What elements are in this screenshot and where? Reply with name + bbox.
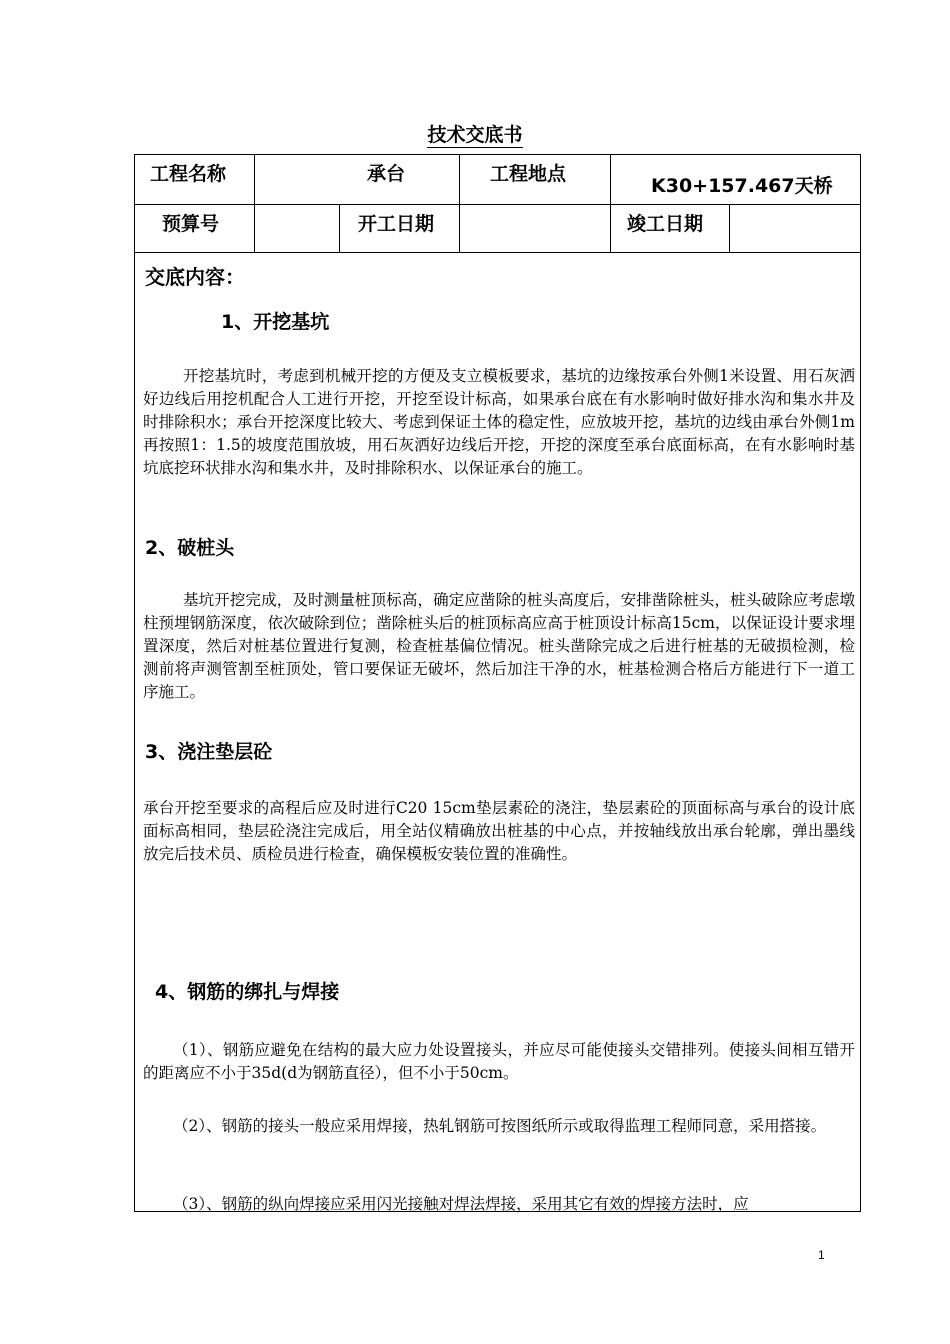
page-number: 1: [818, 1248, 825, 1262]
section-1-paragraph: 开挖基坑时，考虑到机械开挖的方便及支立模板要求，基坑的边缘按承台外侧1米设置、用石灰洒好边线后用挖机配合人工进行开挖，开挖至设计标高，如果承台底在有水影响时做好排水沟和集水井及时排除积水；承台开挖深度比较大、考虑到保证土体的稳定性，应放坡开挖，基坑的边线由承台外侧1m再按照1：1.5的坡度范围放坡，用石灰洒好边线后开挖，开挖的深度至承台底面标高，在有水影响时基坑底挖环状排水沟和集水井，及时排除积水、以保证承台的施工。: [143, 367, 855, 477]
header-row-2: [135, 205, 860, 253]
completion-date-label-cell: [611, 205, 729, 252]
section-heading-2: 2、破桩头: [145, 537, 235, 559]
start-date-label-cell: [340, 205, 460, 252]
section-2-paragraph: 基坑开挖完成，及时测量桩顶标高，确定应凿除的桩头高度后，安排凿除桩头，桩头破除应考虑墩柱预埋钢筋深度，依次破除到位；凿除桩头后的桩顶标高应高于桩顶设计标高15cm，以保证设计要求埋置深度，然后对桩基位置进行复测，检查桩基偏位情况。桩头凿除完成之后进行桩基的无破损检测，检测前将声测管割至桩顶处，管口要保证无破坏，然后加注干净的水，桩基检测合格后方能进行下一道工序施工。: [143, 591, 855, 701]
document-title: 技术交底书: [427, 124, 523, 146]
disclosure-form: [134, 154, 861, 1212]
completion-date-label: 竣工日期: [627, 213, 704, 235]
completion-date-value-cell: [730, 205, 861, 252]
section-4-paragraph-2: （2）、钢筋的接头一般应采用焊接，热轧钢筋可按图纸所示或取得监理工程师同意，采用搭接。: [173, 1117, 827, 1135]
section-4-paragraph-1: （1）、钢筋应避免在结构的最大应力处设置接头，并应尽可能使接头交错排列。使接头间相互错开的距离应不小于35d(d为钢筋直径），但不小于50cm。: [143, 1041, 855, 1082]
section-heading-3: 3、浇注垫层砼: [145, 741, 273, 763]
project-location-value: K30+157.467天桥: [651, 175, 833, 197]
content-label: 交底内容：: [145, 265, 245, 289]
project-name-value: 承台: [367, 163, 406, 185]
section-4-paragraph-3: （3）、钢筋的纵向焊接应采用闪光接触对焊法焊接，采用其它有效的焊接方法时，应: [173, 1195, 749, 1213]
project-name-label: 工程名称: [150, 163, 227, 185]
header-row-1: [135, 155, 860, 205]
start-date-label: 开工日期: [358, 213, 435, 235]
section-heading-1: 1、开挖基坑: [221, 311, 330, 333]
budget-no-label: 预算号: [162, 213, 220, 235]
project-location-label: 工程地点: [490, 163, 567, 185]
project-name-label-cell: [135, 155, 254, 204]
project-location-label-cell: [460, 155, 610, 204]
project-name-value-cell: [255, 155, 459, 204]
budget-no-label-cell: [135, 205, 254, 252]
content-cell: [135, 253, 860, 1213]
section-3-paragraph: 承台开挖至要求的高程后应及时进行C20 15cm垫层素砼的浇注，垫层素砼的顶面标高与承台的设计底面标高相同，垫层砼浇注完成后，用全站仪精确放出桩基的中心点，并按轴线放出承台轮廓，弹出墨线放完后技术员、质检员进行检查，确保模板安装位置的准确性。: [143, 799, 855, 863]
start-date-value-cell: [460, 205, 610, 252]
budget-no-value-cell: [255, 205, 339, 252]
section-heading-4: 4、钢筋的绑扎与焊接: [155, 981, 340, 1003]
project-location-value-cell: [611, 155, 861, 204]
